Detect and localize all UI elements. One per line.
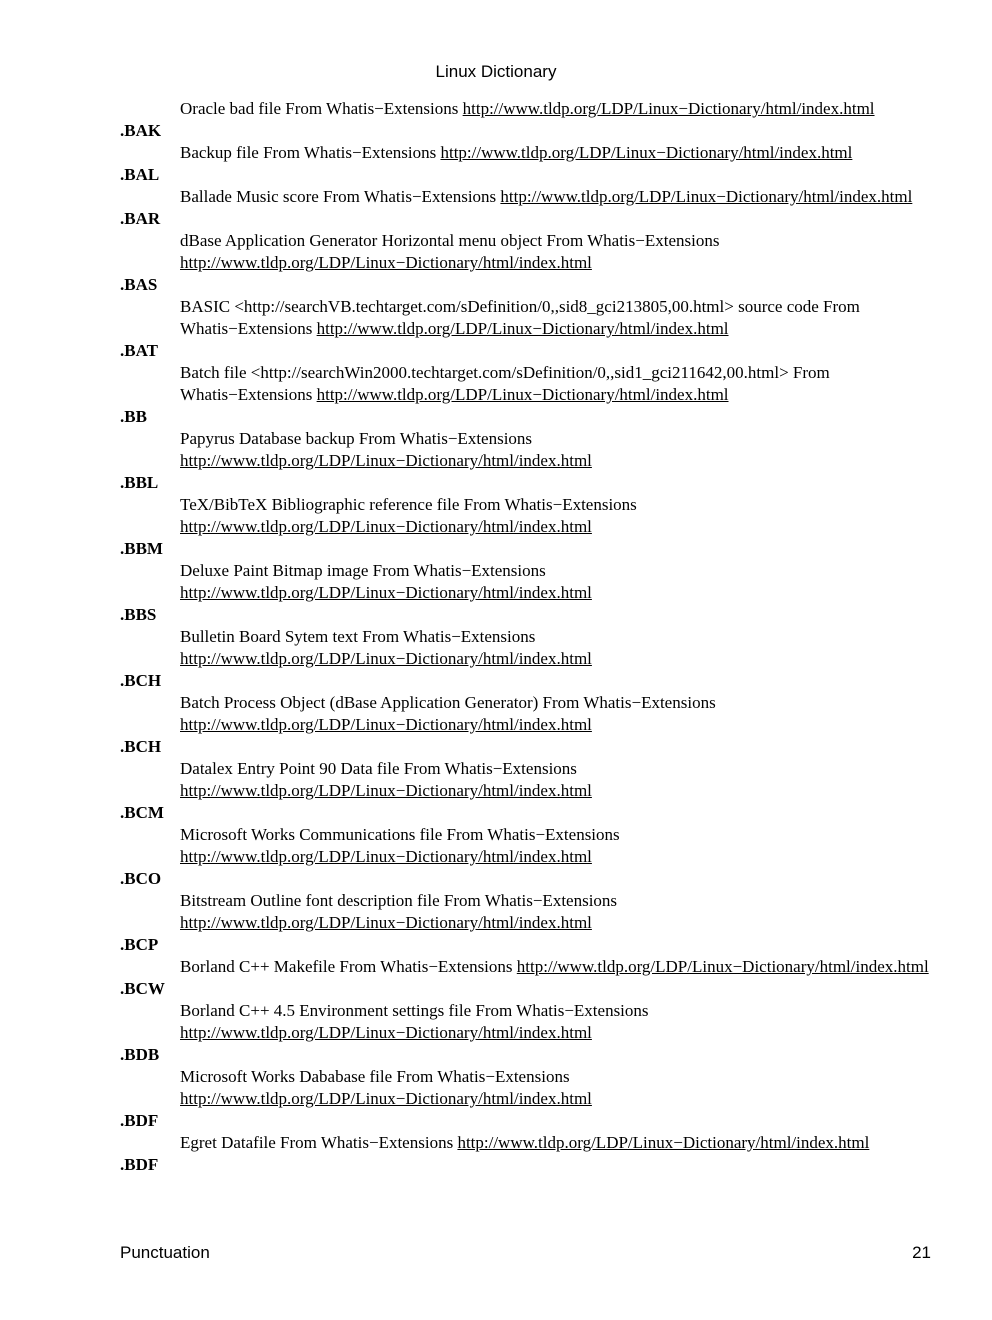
definition-text: BASIC <http://searchVB.techtarget.com/sDefinition/0,,sid8_gci213805,00.html> source code From Whatis−Extensions: [180, 297, 860, 338]
definition-text: Oracle bad file From Whatis−Extensions: [180, 99, 463, 118]
footer-section-title: Punctuation: [120, 1243, 210, 1262]
source-link[interactable]: http://www.tldp.org/LDP/Linux−Dictionary/html/index.html: [180, 583, 592, 602]
source-link[interactable]: http://www.tldp.org/LDP/Linux−Dictionary/html/index.html: [316, 319, 729, 338]
source-link[interactable]: http://www.tldp.org/LDP/Linux−Dictionary/html/index.html: [180, 649, 592, 668]
entry-term: .BAT: [120, 341, 158, 360]
entry-definition: [180, 230, 940, 274]
entry: [0, 230, 992, 296]
entry-term: .BCM: [120, 803, 164, 822]
entry-definition: [180, 626, 940, 670]
entry-definition: [180, 98, 940, 120]
footer-page-number: 21: [912, 1243, 931, 1262]
source-link[interactable]: http://www.tldp.org/LDP/Linux−Dictionary/html/index.html: [180, 451, 592, 470]
entry: [0, 824, 992, 890]
entry-term: .BB: [120, 407, 147, 426]
definition-text: Borland C++ 4.5 Environment settings file From Whatis−Extensions: [180, 1001, 649, 1020]
source-link[interactable]: http://www.tldp.org/LDP/Linux−Dictionary/html/index.html: [440, 143, 853, 162]
entry-term: .BCP: [120, 935, 159, 954]
entry-definition: [180, 494, 940, 538]
entry-definition: [180, 692, 940, 736]
entry-definition: [180, 1132, 940, 1154]
entry-definition: [180, 1066, 940, 1110]
definition-text: Microsoft Works Dababase file From Whatis−Extensions: [180, 1067, 570, 1086]
entry: [0, 626, 992, 692]
definition-text: Deluxe Paint Bitmap image From Whatis−Extensions: [180, 561, 546, 580]
entry: [0, 1132, 992, 1176]
entry-term: .BAK: [120, 121, 162, 140]
entry-definition: [180, 186, 940, 208]
definition-text: Backup file From Whatis−Extensions: [180, 143, 441, 162]
source-link[interactable]: http://www.tldp.org/LDP/Linux−Dictionary/html/index.html: [316, 385, 729, 404]
source-link[interactable]: http://www.tldp.org/LDP/Linux−Dictionary/html/index.html: [457, 1133, 870, 1152]
entry-definition: [180, 362, 940, 406]
entry: [0, 296, 992, 362]
source-link[interactable]: http://www.tldp.org/LDP/Linux−Dictionary/html/index.html: [180, 1089, 592, 1108]
definition-text: Bulletin Board Sytem text From Whatis−Extensions: [180, 627, 536, 646]
entry-term: .BCW: [120, 979, 165, 998]
entry: [0, 1000, 992, 1066]
entry: [0, 362, 992, 428]
definition-text: Datalex Entry Point 90 Data file From Whatis−Extensions: [180, 759, 577, 778]
entry-term: .BDF: [120, 1111, 159, 1130]
entry-definition: [180, 1000, 940, 1044]
source-link[interactable]: http://www.tldp.org/LDP/Linux−Dictionary/html/index.html: [180, 1023, 592, 1042]
entry-term: .BCH: [120, 671, 162, 690]
source-link[interactable]: http://www.tldp.org/LDP/Linux−Dictionary/html/index.html: [516, 957, 929, 976]
entry-definition: [180, 142, 940, 164]
entry-definition: [180, 758, 940, 802]
definition-text: Batch file <http://searchWin2000.techtarget.com/sDefinition/0,,sid1_gci211642,00.html> From Whatis−Extensions: [180, 363, 830, 404]
entry: [0, 560, 992, 626]
entry-term: .BBM: [120, 539, 163, 558]
source-link[interactable]: http://www.tldp.org/LDP/Linux−Dictionary/html/index.html: [180, 847, 592, 866]
entry: [0, 494, 992, 560]
definition-text: Papyrus Database backup From Whatis−Extensions: [180, 429, 533, 448]
definition-text: TeX/BibTeX Bibliographic reference file From Whatis−Extensions: [180, 495, 637, 514]
entry-term: .BAL: [120, 165, 160, 184]
entry-definition: [180, 428, 940, 472]
definition-text: Egret Datafile From Whatis−Extensions: [180, 1133, 458, 1152]
source-link[interactable]: http://www.tldp.org/LDP/Linux−Dictionary/html/index.html: [500, 187, 913, 206]
source-link[interactable]: http://www.tldp.org/LDP/Linux−Dictionary/html/index.html: [180, 253, 592, 272]
source-link[interactable]: http://www.tldp.org/LDP/Linux−Dictionary/html/index.html: [462, 99, 875, 118]
entry: [0, 98, 992, 142]
definition-text: Microsoft Works Communications file From Whatis−Extensions: [180, 825, 620, 844]
entry: [0, 186, 992, 230]
dictionary-entries: [0, 98, 992, 1176]
entry-term: .BAS: [120, 275, 158, 294]
entry: [0, 956, 992, 1000]
entry-term: .BBL: [120, 473, 159, 492]
definition-text: dBase Application Generator Horizontal menu object From Whatis−Extensions: [180, 231, 720, 250]
entry-term: .BDB: [120, 1045, 160, 1064]
entry: [0, 142, 992, 186]
entry: [0, 1066, 992, 1132]
source-link[interactable]: http://www.tldp.org/LDP/Linux−Dictionary/html/index.html: [180, 781, 592, 800]
source-link[interactable]: http://www.tldp.org/LDP/Linux−Dictionary/html/index.html: [180, 517, 592, 536]
entry: [0, 890, 992, 956]
entry-term: .BBS: [120, 605, 157, 624]
entry: [0, 428, 992, 494]
entry: [0, 692, 992, 758]
entry-term: .BAR: [120, 209, 161, 228]
definition-text: Ballade Music score From Whatis−Extensions: [180, 187, 501, 206]
entry-definition: [180, 824, 940, 868]
source-link[interactable]: http://www.tldp.org/LDP/Linux−Dictionary/html/index.html: [180, 913, 592, 932]
entry-term: .BCO: [120, 869, 162, 888]
source-link[interactable]: http://www.tldp.org/LDP/Linux−Dictionary/html/index.html: [180, 715, 592, 734]
entry-term: .BCH: [120, 737, 162, 756]
entry-definition: [180, 560, 940, 604]
definition-text: Bitstream Outline font description file From Whatis−Extensions: [180, 891, 618, 910]
entry-definition: [180, 956, 940, 978]
definition-text: Batch Process Object (dBase Application Generator) From Whatis−Extensions: [180, 693, 716, 712]
entry: [0, 758, 992, 824]
entry-definition: [180, 890, 940, 934]
page-header-title: Linux Dictionary: [435, 62, 557, 81]
entry-definition: [180, 296, 940, 340]
definition-text: Borland C++ Makefile From Whatis−Extensions: [180, 957, 517, 976]
entry-term: .BDF: [120, 1155, 159, 1174]
